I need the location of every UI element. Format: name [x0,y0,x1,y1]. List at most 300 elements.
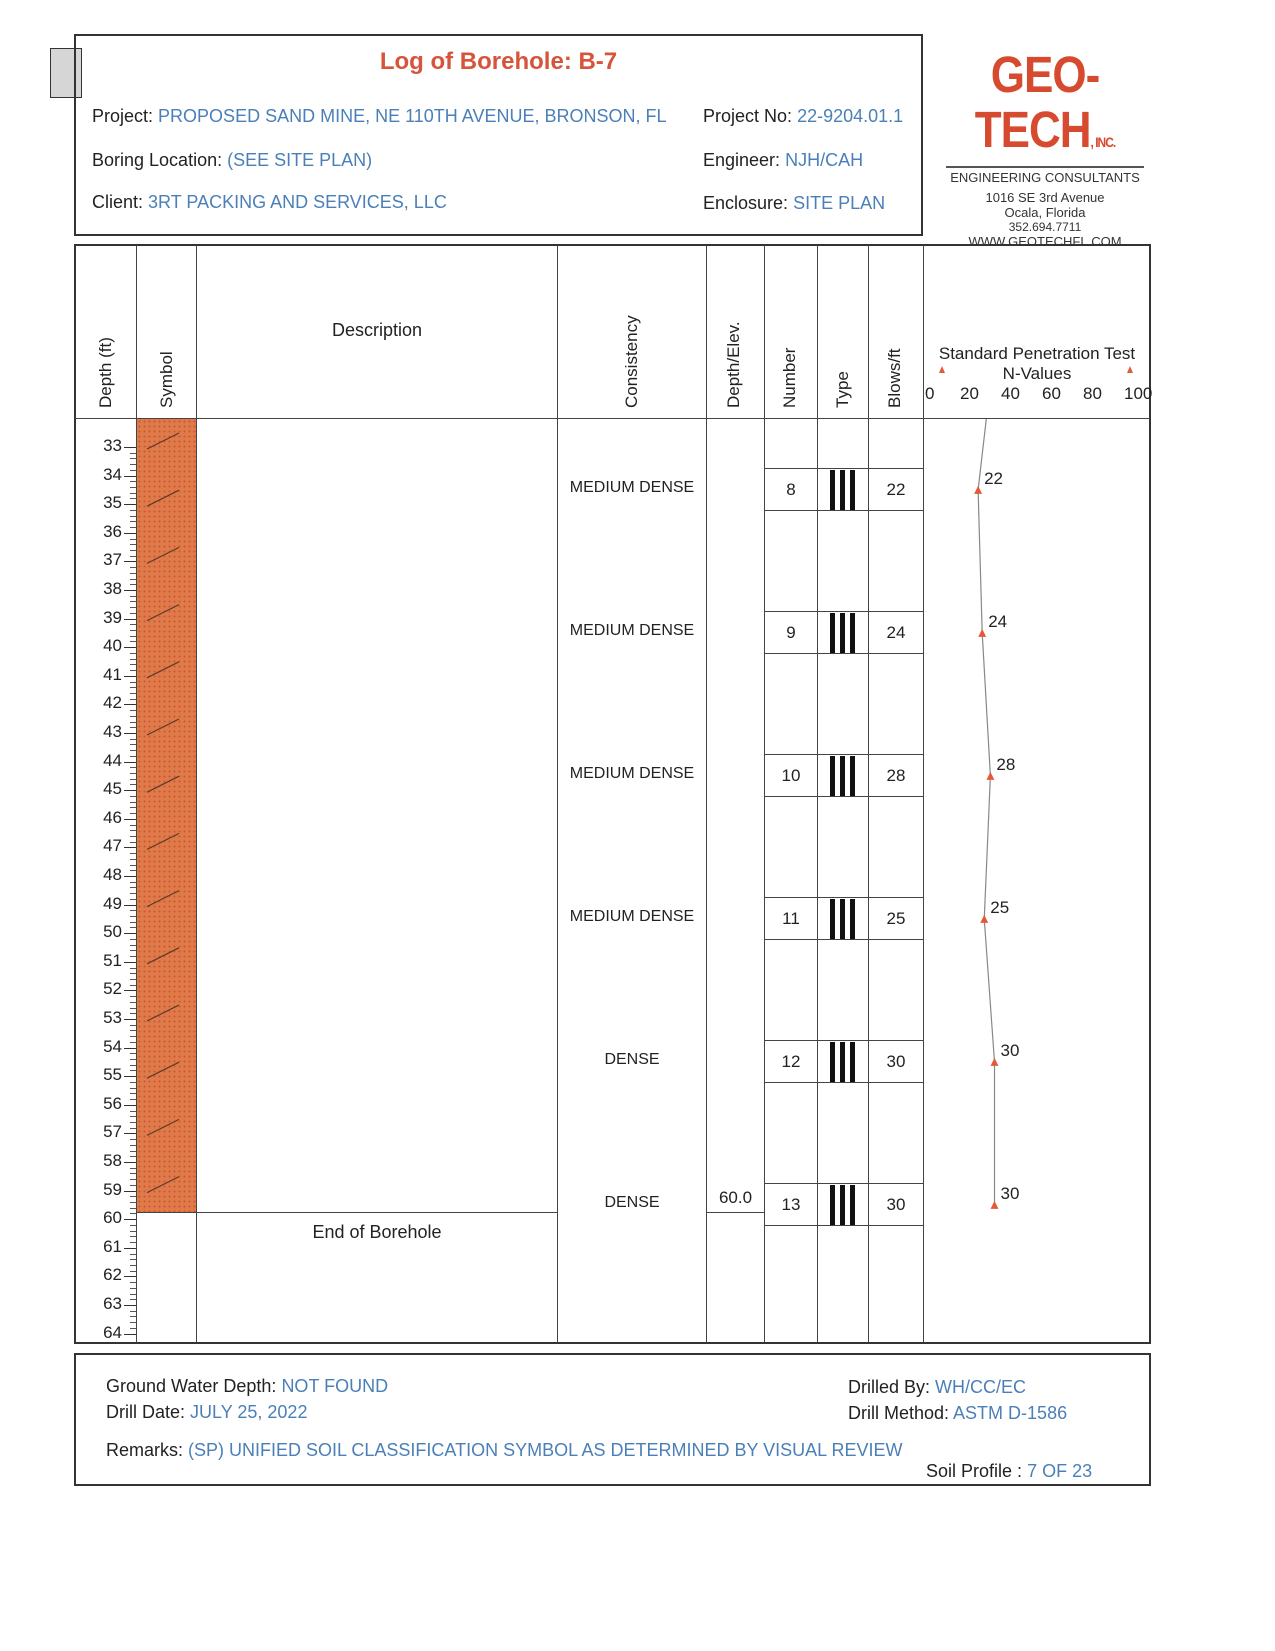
depth-minor-tick [130,973,136,974]
depth-major-tick [124,1248,136,1249]
spt-tick-label: 80 [1083,384,1102,403]
depth-minor-tick [130,1070,136,1071]
spt-value-label: 24 [988,611,1008,631]
depth-minor-tick [130,1099,136,1100]
hatch-line [147,1062,179,1078]
depth-tick-label: 52 [103,979,122,999]
depth-minor-tick [130,498,136,499]
sample-number: 12 [781,1051,801,1071]
depth-minor-tick [130,596,136,597]
depth-tick-label: 43 [103,722,122,741]
depth-minor-tick [130,1254,136,1255]
col-header-blows: Blows/ft [885,348,904,408]
sample-number: 13 [781,1194,801,1214]
depth-major-tick [124,476,136,477]
depth-minor-tick [130,1082,136,1083]
spt-point [978,629,986,637]
depth-minor-tick [130,636,136,637]
depth-minor-tick [130,584,136,585]
logo-address1: 1016 SE 3rd Avenue [985,190,1105,205]
depth-tick-label: 55 [103,1065,122,1085]
depth-minor-tick [130,601,136,602]
depth-minor-tick [130,1311,136,1312]
depth-minor-tick [130,1242,136,1243]
spt-marker-left [939,366,945,373]
depth-minor-tick [130,573,136,574]
depth-major-tick [124,561,136,562]
sample-row-border [764,796,923,797]
logo-address2: Ocala, Florida [1004,205,1086,220]
depth-minor-tick [130,699,136,700]
depth-major-tick [124,876,136,877]
depth-major-tick [124,1076,136,1077]
project-label: Project: [92,106,154,126]
end-of-borehole-text: End of Borehole [312,1222,442,1242]
depth-tick-label: 47 [103,836,122,856]
end-of-boring-line [137,1212,557,1213]
spt-point [986,772,994,780]
projno-value: 22-9204.01.1 [797,106,904,126]
depth-minor-tick [130,1008,136,1009]
client-label: Client: [92,192,144,212]
remarks-line [106,1440,903,1461]
depth-tick-label: 48 [103,865,122,884]
blows-per-ft: 24 [886,622,906,642]
depth-minor-tick [130,853,136,854]
hatch-line [147,662,179,678]
consistency-label: MEDIUM DENSE [569,764,695,782]
depth-minor-tick [130,1294,136,1295]
projno-label: Project No: [703,106,793,126]
depth-minor-tick [130,927,136,928]
boring-line [92,150,372,171]
depth-major-tick [124,1019,136,1020]
depth-tick-label: 36 [103,521,122,541]
depth-minor-tick [130,1299,136,1300]
depth-major-tick [124,619,136,620]
depth-minor-tick [130,744,136,745]
split-spoon-icon [830,470,856,510]
depth-minor-tick [130,1185,136,1186]
depth-minor-tick [130,887,136,888]
col-header-depth: Depth (ft) [96,337,115,408]
depth-minor-tick [130,1065,136,1066]
depth-minor-tick [130,1122,136,1123]
spt-title: Standard Penetration Test [938,344,1136,363]
depth-tick-label: 50 [103,922,122,942]
soil-profile-label: Soil Profile : [926,1461,1023,1481]
logo-phone: 352.694.7711 [1008,220,1082,234]
depth-minor-tick [130,1196,136,1197]
col-header-depth-elev: Depth/Elev. [724,321,743,408]
logo-web: WWW.GEOTECHFL.COM [968,234,1122,249]
gw-line [106,1376,388,1397]
depth-minor-tick [130,1179,136,1180]
logo-suffix: , INC. [1090,134,1116,151]
depth-minor-tick [130,1202,136,1203]
depth-minor-tick [130,1156,136,1157]
depth-minor-tick [130,756,136,757]
engineer-value: NJH/CAH [785,150,864,170]
drill-method-label: Drill Method: [848,1403,950,1423]
depth-minor-tick [130,1282,136,1283]
depth-minor-tick [130,516,136,517]
depth-minor-tick [130,796,136,797]
hatch-line [147,891,179,907]
hatch-line [147,948,179,964]
sample-row-border [764,611,923,612]
sample-row-border [764,510,923,511]
depth-minor-tick [130,767,136,768]
depth-major-tick [124,962,136,963]
depth-minor-tick [130,722,136,723]
soil-profile-value: 7 OF 23 [1027,1461,1093,1481]
hatch-line [147,490,179,506]
depth-minor-tick [130,693,136,694]
col-divider [868,245,869,1343]
depth-tick-label: 61 [103,1236,122,1256]
col-divider [923,245,924,1343]
depth-minor-tick [130,882,136,883]
split-spoon-icon [830,899,856,939]
depth-minor-tick [130,664,136,665]
depth-major-tick [124,647,136,648]
projno-line [703,106,903,127]
depth-tick-label: 41 [103,664,122,684]
consistency-label: DENSE [604,1050,660,1068]
depth-minor-tick [130,1288,136,1289]
spt-tick-label: 100 [1124,384,1153,403]
boring-value: (SEE SITE PLAN) [227,150,373,170]
depth-minor-tick [130,830,136,831]
depth-minor-tick [130,802,136,803]
depth-major-tick [124,847,136,848]
depth-minor-tick [130,641,136,642]
depth-minor-tick [130,825,136,826]
blows-per-ft: 28 [886,765,906,785]
col-header-description: Description [331,320,423,340]
depth-minor-tick [130,750,136,751]
depth-minor-tick [130,939,136,940]
hatch-line [147,1177,179,1193]
depth-minor-tick [130,556,136,557]
sample-row-border [764,939,923,940]
split-spoon-icon [830,1185,856,1225]
depth-major-tick [124,676,136,677]
depth-tick-label: 64 [103,1322,122,1342]
depth-tick-label: 46 [103,807,122,827]
sample-number: 11 [782,908,800,928]
col-header-type: Type [833,371,852,408]
depth-minor-tick [130,1042,136,1043]
depth-minor-tick [130,716,136,717]
logo-wordmark [940,48,1150,170]
engineer-label: Engineer: [703,150,781,170]
depth-minor-tick [130,1053,136,1054]
depth-minor-tick [130,779,136,780]
spt-tick-label: 0 [925,384,935,403]
depth-tick-label: 59 [103,1179,122,1199]
depth-major-tick [124,590,136,591]
spt-point [991,1201,999,1209]
sample-row-border [764,1183,923,1184]
depth-minor-tick [130,653,136,654]
depth-minor-tick [130,607,136,608]
project-line [92,106,667,127]
depth-minor-tick [130,624,136,625]
split-spoon-icon [830,1042,856,1082]
depth-tick-label: 54 [103,1036,122,1056]
drill-method-value: ASTM D-1586 [953,1403,1068,1423]
sample-row-border [764,1082,923,1083]
depth-major-tick [124,1276,136,1277]
depth-minor-tick [130,1231,136,1232]
depth-minor-tick [130,613,136,614]
spt-value-label: 30 [1000,1183,1020,1203]
depth-minor-tick [130,1208,136,1209]
spt-point [980,915,988,923]
depth-minor-tick [130,1139,136,1140]
depth-minor-tick [130,739,136,740]
depth-tick-label: 62 [103,1265,122,1285]
depth-major-tick [124,990,136,991]
depth-major-tick [124,1162,136,1163]
depth-minor-tick [130,922,136,923]
consistency-label: MEDIUM DENSE [569,478,695,496]
depth-minor-tick [130,682,136,683]
sample-row-border [764,1040,923,1041]
depth-tick-label: 57 [103,1122,122,1142]
depth-tick-label: 63 [103,1294,122,1313]
depth-minor-tick [130,630,136,631]
sample-number: 9 [786,622,796,642]
remarks-value: (SP) UNIFIED SOIL CLASSIFICATION SYMBOL AS DETERMINED BY VISUAL REVIEW [188,1440,903,1460]
spt-graph [925,419,1149,1342]
depth-major-tick [124,1191,136,1192]
drilled-by-line [848,1377,1026,1398]
enclosure-value: SITE PLAN [793,193,886,213]
depth-minor-tick [130,1145,136,1146]
spt-value-label: 22 [984,468,1004,488]
spt-value-label: 25 [990,897,1010,917]
depth-tick-label: 58 [103,1151,122,1170]
depth-minor-tick [130,1151,136,1152]
col-divider [557,245,558,1343]
depth-minor-tick [130,527,136,528]
depth-major-tick [124,1133,136,1134]
depth-tick-label: 39 [103,607,122,627]
depth-major-tick [124,933,136,934]
logo-name: GEO-TECH [974,46,1100,159]
depth-minor-tick [130,1025,136,1026]
spt-point [974,486,982,494]
depth-tick-label: 34 [103,464,122,484]
col-divider [706,245,707,1343]
soil-symbol-hatch [137,419,196,1212]
depth-minor-tick [130,950,136,951]
depth-tick-label: 45 [103,779,122,799]
depth-minor-tick [130,773,136,774]
depth-minor-tick [130,1088,136,1089]
depth-minor-tick [130,539,136,540]
client-line [92,192,447,213]
company-logo [940,46,1150,249]
depth-minor-tick [130,968,136,969]
depth-major-tick [124,819,136,820]
depth-minor-tick [130,481,136,482]
depth-minor-tick [130,1059,136,1060]
sample-row-border [764,1225,923,1226]
depth-minor-tick [130,979,136,980]
split-spoon-icon [830,613,856,653]
depth-minor-tick [130,1322,136,1323]
depth-minor-tick [130,1225,136,1226]
spt-tick-label: 40 [1001,384,1020,403]
spt-tick-label: 60 [1042,384,1061,403]
spt-point [991,1058,999,1066]
col-divider [196,245,197,1343]
depth-minor-tick [130,910,136,911]
logo-tagline: ENGINEERING CONSULTANTS [950,170,1140,185]
drill-method-line [848,1403,1067,1424]
depth-tick-label: 40 [103,636,122,656]
depth-tick-label: 42 [103,693,122,713]
depth-minor-tick [130,1213,136,1214]
sample-row-border [764,754,923,755]
page-title: Log of Borehole: B-7 [379,48,618,75]
depth-major-tick [124,762,136,763]
depth-minor-tick [130,865,136,866]
depth-minor-tick [130,1173,136,1174]
depth-tick-label: 37 [103,550,122,570]
spt-value-label: 28 [996,754,1016,774]
depth-minor-tick [130,899,136,900]
depth-minor-tick [130,1111,136,1112]
depth-minor-tick [130,1271,136,1272]
enclosure-label: Enclosure: [703,193,789,213]
hatch-line [147,1119,179,1135]
consistency-label: MEDIUM DENSE [569,621,695,639]
depth-minor-tick [130,670,136,671]
depth-minor-tick [130,807,136,808]
depth-minor-tick [130,956,136,957]
spt-tick-label: 20 [960,384,979,403]
depth-tick-label: 33 [103,436,122,455]
depth-tick-label: 49 [103,893,122,913]
split-spoon-icon [830,756,856,796]
depth-minor-tick [130,1036,136,1037]
col-divider [764,245,765,1343]
depth-minor-tick [130,453,136,454]
depth-minor-tick [130,464,136,465]
depth-minor-tick [130,687,136,688]
hatch-line [147,605,179,621]
gw-label: Ground Water Depth: [106,1376,277,1396]
depth-major-tick [124,447,136,448]
blows-per-ft: 25 [886,908,906,928]
hatch-line [147,833,179,849]
depth-minor-tick [130,836,136,837]
depth-minor-tick [130,813,136,814]
depth-minor-tick [130,893,136,894]
depth-major-tick [124,1334,136,1335]
sample-number: 8 [786,479,796,499]
drilled-by-label: Drilled By: [848,1377,931,1397]
depth-minor-tick [130,784,136,785]
client-value: 3RT PACKING AND SERVICES, LLC [148,192,447,212]
sample-row-border [764,468,923,469]
enclosure-line [703,193,885,214]
col-header-symbol: Symbol [157,351,176,408]
gw-value: NOT FOUND [281,1376,389,1396]
hatch-line [147,719,179,735]
depth-minor-tick [130,458,136,459]
drilled-by-value: WH/CC/EC [935,1377,1027,1397]
depth-minor-tick [130,916,136,917]
depth-major-tick [124,1105,136,1106]
depth-major-tick [124,704,136,705]
depth-minor-tick [130,1093,136,1094]
depth-minor-tick [130,1128,136,1129]
depth-minor-tick [130,842,136,843]
col-header-consistency: Consistency [622,315,641,408]
depth-major-tick [124,1219,136,1220]
depth-minor-tick [130,1259,136,1260]
depth-minor-tick [130,1328,136,1329]
spt-marker-right [1127,366,1133,373]
depth-tick-label: 60 [103,1208,122,1228]
end-depth-line [707,1212,764,1213]
consistency-label: DENSE [604,1193,660,1211]
spt-subtitle: N-Values [1002,364,1072,383]
depth-tick-label: 51 [103,950,122,970]
sample-number: 10 [781,765,801,785]
depth-minor-tick [130,487,136,488]
sample-row-border [764,653,923,654]
soil-profile-line [926,1461,1092,1482]
depth-major-tick [124,790,136,791]
depth-minor-tick [130,579,136,580]
depth-major-tick [124,733,136,734]
boring-label: Boring Location: [92,150,223,170]
depth-major-tick [124,533,136,534]
depth-minor-tick [130,985,136,986]
depth-minor-tick [130,870,136,871]
depth-minor-tick [130,859,136,860]
hatch-line [147,433,179,449]
depth-minor-tick [130,727,136,728]
depth-minor-tick [130,1236,136,1237]
depth-minor-tick [130,493,136,494]
depth-tick-label: 44 [103,750,122,770]
depth-minor-tick [130,945,136,946]
spt-value-label: 30 [1000,1040,1020,1060]
drill-date-value: JULY 25, 2022 [190,1402,308,1422]
depth-minor-tick [130,996,136,997]
drill-date-line [106,1402,307,1423]
hatch-line [147,1005,179,1021]
depth-major-tick [124,905,136,906]
depth-tick-label: 35 [103,493,122,513]
depth-minor-tick [130,470,136,471]
spt-trend-line [978,419,994,1205]
hatch-line [147,776,179,792]
col-header-number: Number [780,347,799,408]
depth-major-tick [124,1048,136,1049]
depth-minor-tick [130,510,136,511]
remarks-label: Remarks: [106,1440,184,1460]
depth-tick-label: 53 [103,1008,122,1027]
